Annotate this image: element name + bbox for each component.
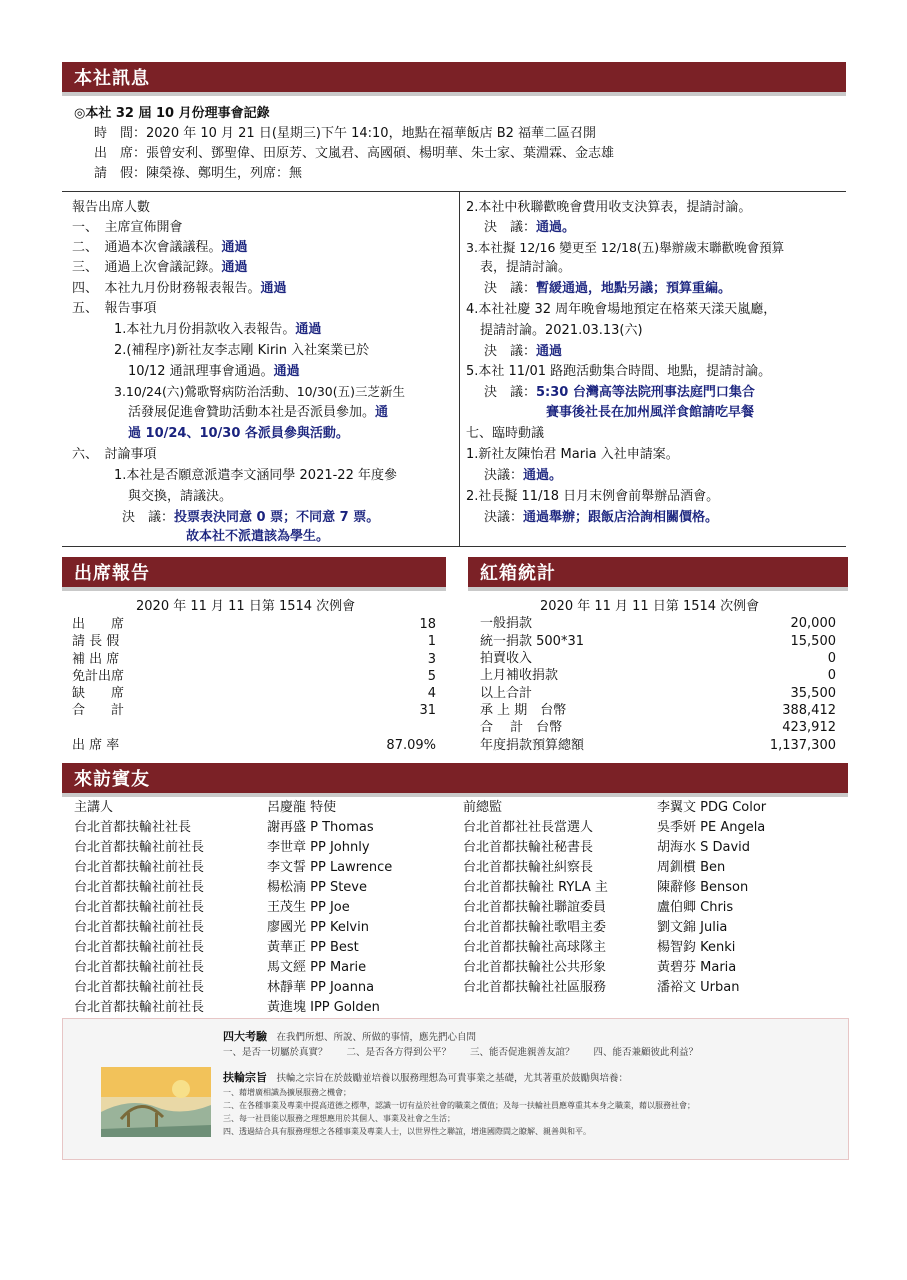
minutes-item: 一、 主席宣佈開會: [72, 220, 183, 235]
minutes-item: 3.10/24(六)鶯歌腎病防治活動、10/30(五)三芝新生: [114, 384, 405, 399]
object-of-rotary: [223, 1070, 698, 1086]
footer-text: [223, 1029, 698, 1138]
attendance-rate-label: 出 席 率: [72, 738, 120, 753]
visitor-title: 台北首都扶輪社聯誼委員: [463, 900, 607, 915]
visitors-col-1: [74, 798, 204, 1018]
red-box-row: [480, 720, 836, 736]
minutes-resolution: 暫緩通過，地點另議；預算重編。: [536, 281, 732, 296]
minutes-item: 3.本社擬 12/16 變更至 12/18(五)舉辦歲末聯歡晚會預算: [466, 240, 785, 255]
attendance-row: [72, 686, 436, 702]
red-box-row: [480, 686, 836, 702]
minutes-item: [484, 466, 562, 486]
object-item: 二、在各種事業及專業中提高道德之標準，認識一切有益於社會的職業之價值；及每一扶輪社員應尊重其本身之職業，藉以服務社會；: [223, 1101, 695, 1110]
visitor-title: 台北首都扶輪社糾察長: [463, 860, 594, 875]
minutes-item: [128, 403, 388, 423]
attendance-label: 補 出 席: [72, 652, 120, 667]
minutes-item: 提請討論。2021.03.13(六): [480, 323, 643, 338]
visitor-name: 林靜華 PP Joanna: [267, 980, 375, 995]
minutes-text: 10/12 通訊理事會通過。: [128, 364, 274, 379]
red-box-label: 拍賣收入: [480, 651, 533, 666]
visitor-title: 台北首都扶輪社前社長: [74, 920, 205, 935]
visitor-name: 呂慶龍 特使: [267, 800, 337, 815]
minutes-resolution: 通過: [221, 240, 248, 255]
visitor-title: 台北首都扶輪社 RYLA 主: [463, 880, 608, 895]
visitor-title: 台北首都扶輪社前社長: [74, 840, 205, 855]
visitor-title: 台北首都扶輪社前社長: [74, 900, 205, 915]
red-box-label: 合 計 台幣: [480, 720, 563, 735]
visitor-name: 周釧樌 Ben: [657, 860, 726, 875]
red-box-label: 一般捐款: [480, 616, 533, 631]
visitor-name: 李翼文 PDG Color: [657, 800, 767, 815]
minutes-item: 2.本社中秋聯歡晚會費用收支決算表，提請討論。: [466, 200, 752, 215]
red-box-row: [480, 668, 836, 684]
minutes-text: 四、 本社九月份財務報表報告。: [72, 281, 261, 296]
club-news-header: [62, 62, 846, 92]
visitor-name: 陳辭修 Benson: [657, 880, 749, 895]
minutes-resolution: 通過舉辦；跟飯店洽詢相關價格。: [523, 510, 719, 525]
minutes-resolution: 故本社不派遣該為學生。: [186, 529, 330, 544]
minutes-text: 決議：: [484, 468, 524, 483]
minutes-resolution: 通過。: [523, 468, 563, 483]
attendance-row: [72, 634, 436, 650]
minutes-item: 1.新社友陳怡君 Maria 入社申請案。: [466, 447, 679, 462]
attendance-label: 缺 席: [72, 686, 125, 701]
attendance-date: 2020 年 11 月 11 日第 1514 次例會: [136, 599, 356, 614]
rotary-footer: [62, 1018, 849, 1160]
visitor-name: 胡海水 S David: [657, 840, 751, 855]
visitor-name: 吳季妍 PE Angela: [657, 820, 766, 835]
visitor-name: 廖國光 PP Kelvin: [267, 920, 369, 935]
minutes-resolution: 通過: [273, 364, 300, 379]
minutes-item: [484, 508, 718, 528]
attendance-label: 合 計: [72, 703, 125, 718]
header-shadow: [62, 587, 446, 591]
red-box-value: 20,000: [790, 616, 836, 631]
attendance-row: [72, 669, 436, 685]
minutes-text: 三、 通過上次會議記錄。: [72, 260, 222, 275]
minutes-item: 表，提請討論。: [480, 260, 572, 275]
object-item: 三、每一社員能以服務之理想應用於其個人、事業及社會之生活；: [223, 1114, 455, 1123]
minutes-item: 4.本社社慶 32 周年晚會場地預定在格萊天漾天嵐廳，: [466, 302, 777, 317]
landscape-emblem-icon: [101, 1067, 211, 1137]
attendance-rate-value: 87.09%: [386, 738, 436, 753]
minutes-resolution: 通: [375, 405, 389, 420]
visitor-title: 台北首都扶輪社歌唱主委: [463, 920, 607, 935]
minutes-item: 2.社長擬 11/18 日月末例會前舉辦品酒會。: [466, 489, 720, 504]
attendance-header-text: 出席報告: [74, 563, 150, 584]
minutes-resolution: 通過: [221, 260, 248, 275]
visitor-title: 台北首都扶輪社前社長: [74, 980, 205, 995]
visitors-col-3: [463, 798, 608, 998]
red-box-row: [480, 738, 836, 754]
attendance-value: 31: [419, 703, 436, 718]
minutes-item: [72, 279, 287, 299]
object-of-rotary-intro: 扶輪之宗旨在於鼓勵並培養以服務理想為可貴事業之基礎，尤其著重於鼓勵與培養：: [276, 1073, 629, 1084]
minutes-text: 1.本社九月份捐款收入表報告。: [114, 322, 296, 337]
visitor-name: 盧伯卿 Chris: [657, 900, 734, 915]
header-shadow: [468, 587, 848, 591]
four-way-test-questions: 一、是否一切屬於真實？ 二、是否各方得到公平？ 三、能否促進親善友誼？ 四、能否兼顧彼此利益？: [223, 1047, 699, 1058]
attendance-value: 3: [427, 652, 436, 667]
attendance-rate-row: [72, 738, 436, 754]
attendance-header: [62, 557, 446, 587]
red-box-label: 年度捐款預算總額: [480, 738, 585, 753]
red-box-value: 1,137,300: [769, 738, 836, 753]
visitors-col-2: [267, 798, 392, 1018]
visitor-title: 台北首都社社長當選人: [463, 820, 594, 835]
minutes-item: 六、 討論事項: [72, 447, 157, 462]
meeting-title: ◎本社 32 屆 10 月份理事會記錄: [74, 106, 270, 121]
minutes-top-rule: [62, 191, 846, 192]
four-way-test: [223, 1029, 698, 1045]
visitor-name: 楊松湳 PP Steve: [267, 880, 367, 895]
attendance-row: [72, 703, 436, 719]
visitor-name: 王茂生 PP Joe: [267, 900, 350, 915]
red-box-row: [480, 616, 836, 632]
visitor-title: 台北首都扶輪社前社長: [74, 880, 205, 895]
minutes-item: [128, 362, 300, 382]
visitor-title: 台北首都扶輪社前社長: [74, 860, 205, 875]
minutes-item: [72, 238, 248, 258]
red-box-value: 0: [827, 651, 836, 666]
visitor-name: 李世章 PP Johnly: [267, 840, 370, 855]
minutes-text: 二、 通過本次會議議程。: [72, 240, 222, 255]
minutes-item: 2.(補程序)新社友李志剛 Kirin 入社案業已於: [114, 343, 370, 358]
minutes-bottom-rule: [62, 546, 846, 547]
red-box-header-text: 紅箱統計: [480, 563, 556, 584]
red-box-label: 承 上 期 台幣: [480, 703, 567, 718]
minutes-item: 報告出席人數: [72, 200, 151, 215]
object-item: 一、藉增廣相識為擴展服務之機會；: [223, 1088, 351, 1097]
visitor-title: 台北首都扶輪社前社長: [74, 940, 205, 955]
meeting-time: 時 間：2020 年 10 月 21 日(星期三)下午 14:10，地點在福華飯店 B2 福華二區召開: [94, 126, 597, 141]
attendance-label: 請 長 假: [72, 634, 120, 649]
minutes-text: 決 議：: [484, 281, 537, 296]
club-news-header-text: 本社訊息: [74, 68, 150, 89]
red-box-label: 上月補收捐款: [480, 668, 559, 683]
object-of-rotary-title: 扶輪宗旨: [223, 1071, 267, 1084]
minutes-text: 決議：: [484, 510, 524, 525]
attendance-row: [72, 652, 436, 668]
red-box-label: 以上合計: [480, 686, 533, 701]
visitor-name: 李文誓 PP Lawrence: [267, 860, 393, 875]
four-way-test-title: 四大考驗: [223, 1030, 267, 1043]
minutes-resolution: 通過: [260, 281, 287, 296]
visitor-name: 謝再盛 P Thomas: [267, 820, 374, 835]
red-box-date: 2020 年 11 月 11 日第 1514 次例會: [540, 599, 760, 614]
visitor-name: 馬文經 PP Marie: [267, 960, 367, 975]
minutes-item: [484, 279, 731, 299]
header-shadow: [62, 92, 846, 96]
attendance-value: 5: [427, 669, 436, 684]
visitors-col-4: [657, 798, 766, 998]
red-box-row: [480, 634, 836, 650]
red-box-row: [480, 651, 836, 667]
red-box-value: 35,500: [790, 686, 836, 701]
minutes-item: [484, 342, 562, 362]
minutes-item: [484, 383, 755, 403]
meeting-attendees: 出 席：張曾安利、鄧聖偉、田原芳、文嵐君、高國碩、楊明華、朱士家、葉淵霖、金志雄: [94, 146, 615, 161]
meeting-leave: 請 假：陳榮祿、鄭明生，列席：無: [94, 166, 303, 181]
red-box-value: 0: [827, 668, 836, 683]
object-item: 四、透過結合具有服務理想之各種事業及專業人士，以世界性之聯誼，增進國際間之瞭解、親善與和平。: [223, 1127, 591, 1136]
minutes-item: [114, 320, 321, 340]
visitor-title: 台北首都扶輪社秘書長: [463, 840, 594, 855]
red-box-label: 統一捐款 500*31: [480, 634, 584, 649]
minutes-resolution: 5:30 台灣高等法院刑事法庭門口集合: [536, 385, 755, 400]
minutes-text: 決 議：: [122, 510, 175, 525]
visitors-header: [62, 763, 848, 793]
minutes-item: [72, 258, 248, 278]
attendance-value: 18: [419, 617, 436, 632]
minutes-item: [484, 218, 575, 238]
visitor-name: 楊智鈞 Kenki: [657, 940, 736, 955]
visitor-name: 黃碧芬 Maria: [657, 960, 737, 975]
visitor-title: 台北首都扶輪社公共形象: [463, 960, 607, 975]
visitor-title: 台北首都扶輪社前社長: [74, 960, 205, 975]
minutes-resolution: 投票表決同意 0 票；不同意 7 票。: [174, 510, 380, 525]
minutes-item: 七、臨時動議: [466, 426, 545, 441]
minutes-resolution: 通過。: [536, 220, 576, 235]
red-box-header: [468, 557, 848, 587]
red-box-value: 423,912: [782, 720, 836, 735]
attendance-value: 4: [427, 686, 436, 701]
attendance-label: 出 席: [72, 617, 125, 632]
minutes-item: [122, 508, 379, 528]
minutes-resolution: 通過: [295, 322, 322, 337]
attendance-value: 1: [427, 634, 436, 649]
visitor-title: 前總監: [463, 800, 503, 815]
visitor-name: 黃進塊 IPP Golden: [267, 1000, 380, 1015]
minutes-item: 五、 報告事項: [72, 301, 157, 316]
four-way-test-intro: 在我們所想、所說、所做的事情，應先捫心自問: [276, 1032, 477, 1043]
visitor-name: 劉文錦 Julia: [657, 920, 728, 935]
minutes-divider: [459, 192, 460, 546]
visitor-title: 台北首都扶輪社前社長: [74, 1000, 205, 1015]
visitors-header-text: 來訪賓友: [74, 769, 150, 790]
attendance-row: [72, 617, 436, 633]
minutes-item: 1.本社是否願意派遣李文涵同學 2021-22 年度參: [114, 468, 397, 483]
attendance-label: 免計出席: [72, 669, 125, 684]
minutes-item: 5.本社 11/01 路跑活動集合時間、地點，提請討論。: [466, 364, 772, 379]
visitor-title: 台北首都扶輪社社區服務: [463, 980, 607, 995]
red-box-value: 15,500: [790, 634, 836, 649]
visitor-title: 主講人: [74, 800, 114, 815]
red-box-value: 388,412: [782, 703, 836, 718]
minutes-item: 與交換，請議決。: [128, 489, 233, 504]
visitor-title: 台北首都扶輪社高球隊主: [463, 940, 607, 955]
visitor-title: 台北首都扶輪社社長: [74, 820, 192, 835]
minutes-text: 活發展促進會贊助活動本社是否派員參加。: [128, 405, 376, 420]
minutes-resolution: 通過: [536, 344, 563, 359]
minutes-resolution: 過 10/24、10/30 各派員參與活動。: [128, 426, 349, 441]
minutes-resolution: 賽事後社長在加州風洋食館請吃早餐: [546, 405, 755, 420]
red-box-row: [480, 703, 836, 719]
minutes-text: 決 議：: [484, 220, 537, 235]
minutes-text: 決 議：: [484, 344, 537, 359]
header-shadow: [62, 793, 848, 797]
visitor-name: 潘裕文 Urban: [657, 980, 740, 995]
minutes-text: 決 議：: [484, 385, 537, 400]
visitor-name: 黃華正 PP Best: [267, 940, 359, 955]
